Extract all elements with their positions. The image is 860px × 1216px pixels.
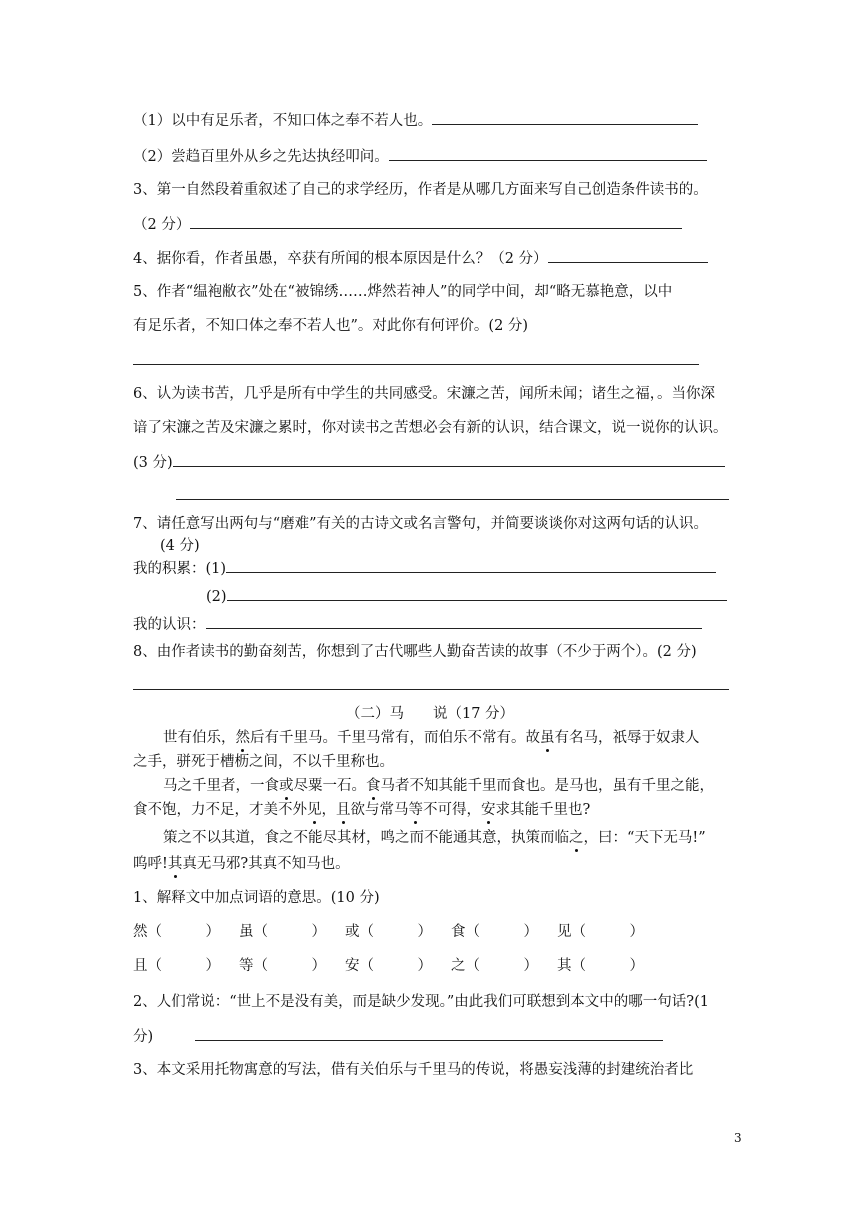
section2-question-2-line-2: 分) <box>133 1026 663 1047</box>
question-8: 8、由作者读书的勤奋刻苦，你想到了古代哪些人勤奋苦读的故事（不少于两个）。(2 分) <box>133 644 697 660</box>
passage-line: 呜呼!其真无马邪?其真不知马也。 <box>133 856 350 872</box>
question-6-line-1: 6、认为读书苦，几乎是所有中学生的共同感受。宋濂之苦，闻所未闻；诸生之福，。当你深 <box>133 386 715 402</box>
passage-line: 马之千里者，一食或尽粟一石。食马者不知其能千里而食也。是马也，虽有千里之能， <box>163 778 714 794</box>
accumulation-row-2: (2) <box>206 586 727 607</box>
question-item-1: （1）以中有足乐者，不知口体之奉不若人也。 <box>133 110 698 131</box>
answer-blank[interactable] <box>227 586 727 601</box>
section2-question-3: 3、本文采用托物寓意的写法，借有关伯乐与千里马的传说，将愚妄浅薄的封建统治者比 <box>133 1062 694 1078</box>
answer-blank[interactable] <box>190 214 682 229</box>
question-7-line-2: (4 分) <box>160 538 200 554</box>
answer-blank[interactable] <box>195 1026 663 1041</box>
word-row-2 <box>133 956 663 976</box>
word-blank[interactable]: 虽（ ） <box>239 924 326 940</box>
accumulation-row-1: 我的积累：(1) <box>133 558 716 579</box>
answer-blank[interactable] <box>389 146 707 161</box>
understanding-row: 我的认识： <box>133 614 702 635</box>
answer-line[interactable] <box>176 499 729 500</box>
word-blank[interactable]: 然（ ） <box>133 924 220 940</box>
question-3-line-2: （2 分） <box>133 214 682 235</box>
word-blank[interactable]: 见（ ） <box>557 924 644 940</box>
word-blank[interactable]: 等（ ） <box>239 958 326 974</box>
section-title: （二）马 说（17 分） <box>345 706 515 722</box>
question-3-line-1: 3、第一自然段着重叙述了自己的求学经历，作者是从哪几方面来写自己创造条件读书的。 <box>133 182 708 198</box>
answer-blank[interactable] <box>226 558 716 573</box>
word-blank[interactable]: 或（ ） <box>345 924 432 940</box>
passage-line: 世有伯乐，然后有千里马。千里马常有，而伯乐不常有。故虽有名马，祇辱于奴隶人 <box>163 730 700 746</box>
question-7-line-1: 7、请任意写出两句与“磨难”有关的古诗文或名言警句，并简要谈谈你对这两句话的认识。 <box>133 516 709 532</box>
question-6-line-3: (3 分) <box>133 452 725 473</box>
word-blank[interactable]: 安（ ） <box>345 958 432 974</box>
word-blank[interactable]: 食（ ） <box>451 924 538 940</box>
answer-blank[interactable] <box>548 248 708 263</box>
page-number: 3 <box>734 1131 742 1145</box>
answer-line[interactable] <box>133 689 729 690</box>
question-5-line-2: 有足乐者，不知口体之奉不若人也”。对此你有何评价。(2 分) <box>133 318 529 334</box>
question-4: 4、据你看，作者虽愚，卒获有所闻的根本原因是什么？（2 分） <box>133 248 708 269</box>
answer-line[interactable] <box>133 364 699 365</box>
section2-question-1: 1、解释文中加点词语的意思。(10 分) <box>133 890 380 906</box>
passage-line: 之手，骈死于槽枥之间，不以千里称也。 <box>133 754 394 770</box>
answer-blank[interactable] <box>206 614 702 629</box>
word-row-1 <box>133 922 663 942</box>
passage-line: 策之不以其道，食之不能尽其材，鸣之而不能通其意，执策而临之，曰：“天下无马!” <box>163 830 706 846</box>
word-blank[interactable]: 其（ ） <box>557 958 644 974</box>
question-6-line-2: 谙了宋濂之苦及宋濂之累时，你对读书之苦想必会有新的认识，结合课文，说一说你的认识。 <box>133 420 728 436</box>
answer-blank[interactable] <box>173 452 725 467</box>
question-item-2: （2）尝趋百里外从乡之先达执经叩问。 <box>133 146 707 167</box>
word-blank[interactable]: 之（ ） <box>451 958 538 974</box>
section2-question-2-line-1: 2、人们常说：“世上不是没有美，而是缺少发现。”由此我们可联想到本文中的哪一句话?(1 <box>133 994 709 1010</box>
answer-blank[interactable] <box>432 110 698 125</box>
word-blank[interactable]: 且（ ） <box>133 958 220 974</box>
passage-line: 食不饱，力不足，才美不外见，且欲与常马等不可得，安求其能千里也? <box>133 802 591 818</box>
question-5-line-1: 5、作者“缊袍敝衣”处在“被锦绣……烨然若神人”的同学中间，却“略无慕艳意，以中 <box>133 284 673 300</box>
